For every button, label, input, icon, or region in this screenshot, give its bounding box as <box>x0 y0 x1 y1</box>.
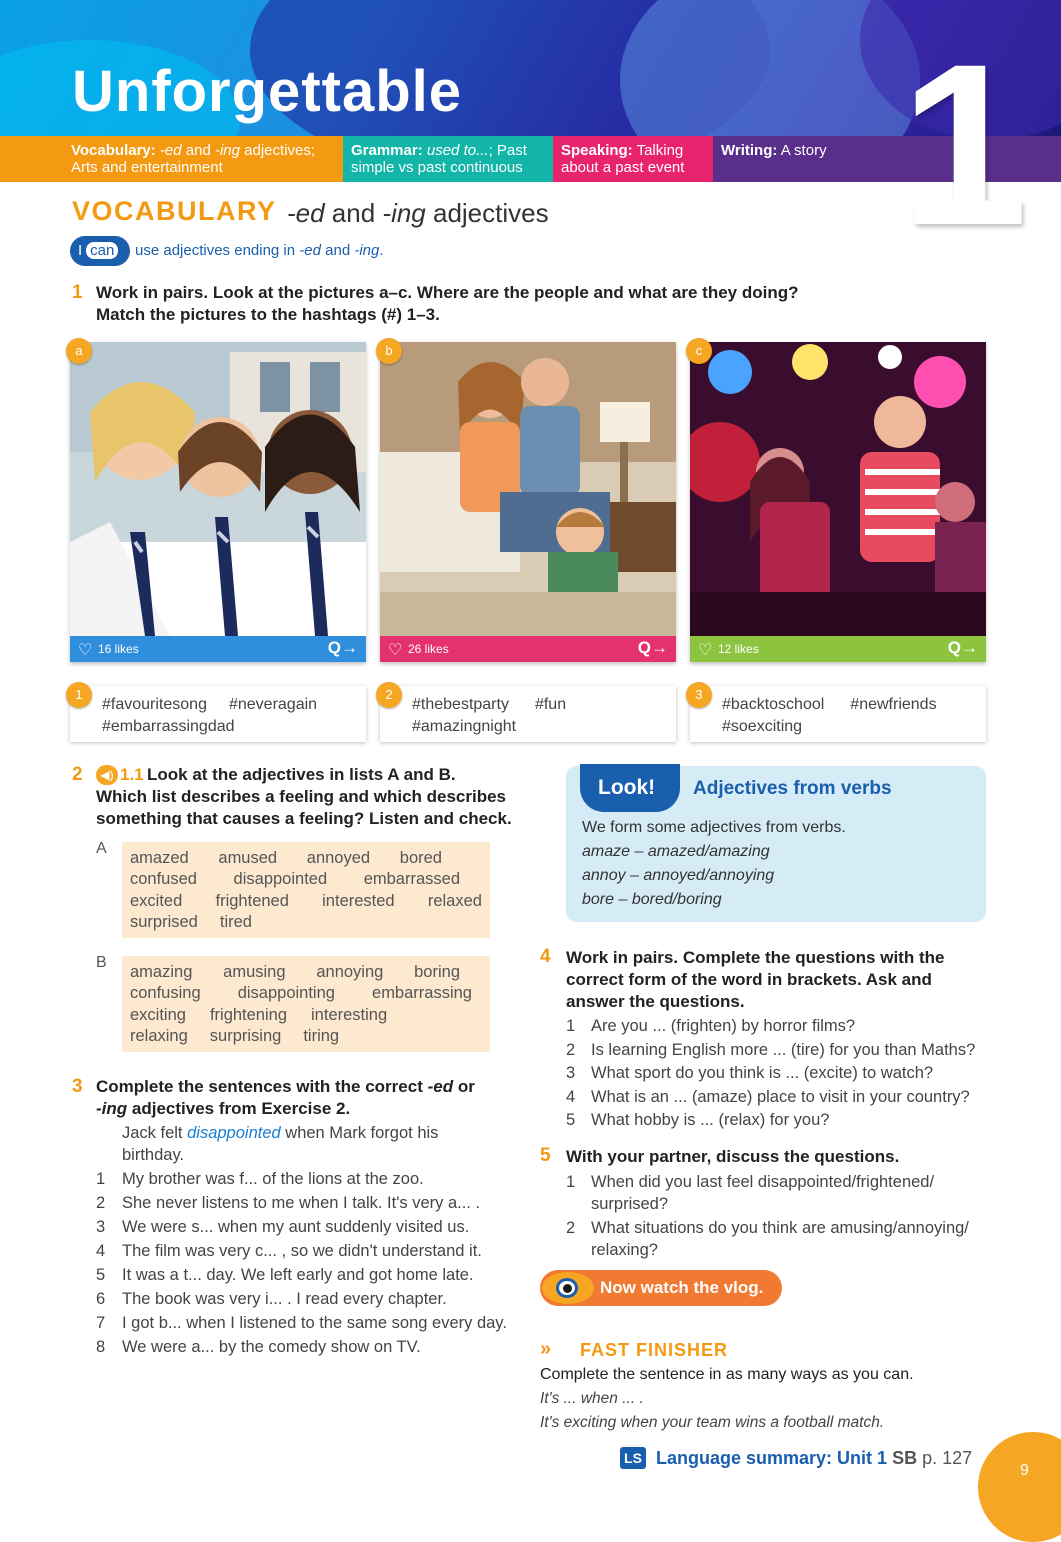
list-b-box: amazing amusing annoying boring confusing disappointing embarrassing exciting frightening interesting relaxing surprising tiring <box>122 956 490 1052</box>
photo-c-badge: c <box>686 338 712 364</box>
look-content: We form some adjectives from verbs. amaze – amazed/amazing annoy – annoyed/annoying bore – bored/boring <box>582 819 846 908</box>
look-title: Adjectives from verbs <box>693 778 892 799</box>
strip-writing: Writing: A story <box>713 136 1061 182</box>
heart-icon[interactable]: ♡ <box>78 642 93 659</box>
heart-icon[interactable]: ♡ <box>698 642 713 659</box>
exercise-5-instruction: With your partner, discuss the questions. <box>566 1147 900 1166</box>
exercise-1-number: 1 <box>72 282 83 303</box>
photo-b-image <box>380 342 676 636</box>
hashtag-badge-1: 1 <box>66 682 92 708</box>
photo-b-badge: b <box>376 338 402 364</box>
strip-vocabulary: Vocabulary: -ed and -ing adjectives; Arts and entertainment <box>0 136 343 182</box>
unit-number: 1 <box>900 16 1028 273</box>
list-item: 2 She never listens to me when I talk. It's very a... . <box>96 1194 481 1212</box>
hashtag-badge-3: 3 <box>686 682 712 708</box>
eye-icon <box>542 1272 594 1304</box>
unit-title: Unforgettable <box>72 59 462 124</box>
search-share-icon[interactable]: Q→ <box>637 638 668 657</box>
list-item: 5 It was a t... day. We left early and got home late. <box>96 1266 474 1284</box>
exercise-4-instruction: Work in pairs. Complete the questions with the correct form of the word in brackets. Ask and answer the questions. <box>566 948 945 1011</box>
list-item: 7 I got b... when I listened to the same song every day. <box>96 1314 507 1332</box>
photo-b-bar: ♡ 26 likes Q→ <box>380 636 676 662</box>
hashtag-box-1: #favouritesong #neveragain #embarrassingdad <box>70 686 366 742</box>
photo-a-image <box>70 342 366 636</box>
exercise-3-example: Jack felt disappointed when Mark forgot his birthday. <box>122 1124 439 1164</box>
exercise-3-number: 3 <box>72 1076 83 1097</box>
search-share-icon[interactable]: Q→ <box>327 638 358 657</box>
section-heading: VOCABULARY <box>72 196 277 226</box>
audio-icon[interactable]: ◀) <box>96 765 118 785</box>
photo-c-image <box>690 342 986 636</box>
exercise-3-instruction: Complete the sentences with the correct -ed or -ing adjectives from Exercise 2. <box>96 1077 475 1118</box>
fast-finisher-title: FAST FINISHER <box>580 1340 729 1360</box>
photo-a-badge: a <box>66 338 92 364</box>
list-a-box: amazed amused annoyed bored confused disappointed embarrassed excited frightened interested relaxed surprised tired <box>122 842 490 938</box>
i-can-badge: I can <box>70 236 130 266</box>
fast-forward-icon: » <box>540 1338 552 1360</box>
photo-c <box>690 342 986 662</box>
list-a-label: A <box>96 840 107 857</box>
list-item: 1 Are you ... (frighten) by horror films? <box>566 1017 856 1035</box>
list-item: 8 We were a... by the comedy show on TV. <box>96 1338 421 1356</box>
hashtag-badge-2: 2 <box>376 682 402 708</box>
list-item: 3 We were s... when my aunt suddenly visited us. <box>96 1218 470 1236</box>
section-subheading: -ed and -ing adjectives <box>287 198 549 228</box>
photo-a-bar: ♡ 16 likes Q→ <box>70 636 366 662</box>
page-number: 9 <box>978 1432 1061 1542</box>
list-item: 4 The film was very c... , so we didn't understand it. <box>96 1242 482 1260</box>
exercise-2-number: 2 <box>72 764 83 785</box>
strip-speaking: Speaking: Talking about a past event <box>553 136 713 182</box>
fast-finisher-pattern: It's ... when ... . <box>540 1390 644 1407</box>
list-item: 1 My brother was f... of the lions at the zoo. <box>96 1170 424 1188</box>
photo-b <box>380 342 676 662</box>
photo-a <box>70 342 366 662</box>
hashtag-box-2: #thebestparty #fun #amazingnight <box>380 686 676 742</box>
exercise-4-questions <box>566 1015 975 1133</box>
fast-finisher-example: It's exciting when your team wins a football match. <box>540 1414 885 1431</box>
exercise-4-number: 4 <box>540 946 551 967</box>
audio-track: 1.1 <box>120 765 144 784</box>
list-item: 5 What hobby is ... (relax) for you? <box>566 1111 830 1129</box>
heart-icon[interactable]: ♡ <box>388 642 403 659</box>
exercise-1-instruction: Work in pairs. Look at the pictures a–c. Where are the people and what are they doing? Match the pictures to the hashtags (#) 1–3. <box>96 283 799 324</box>
exercise-5-questions <box>566 1171 969 1261</box>
exercise-5-number: 5 <box>540 1145 551 1166</box>
photo-c-bar: ♡ 12 likes Q→ <box>690 636 986 662</box>
exercise-2-instruction: Which list describes a feeling and which describes something that causes a feeling? Listen and check. <box>96 787 512 828</box>
fast-finisher-instruction: Complete the sentence in as many ways as you can. <box>540 1366 914 1383</box>
strip-grammar: Grammar: used to...; Past simple vs past continuous <box>343 136 553 182</box>
list-b-label: B <box>96 954 107 971</box>
exercise-2-line1: Look at the adjectives in lists A and B. <box>147 765 456 784</box>
language-summary-link[interactable]: Language summary: Unit 1 SB p. 127 <box>656 1448 973 1468</box>
watch-vlog-button[interactable]: Now watch the vlog. <box>540 1270 782 1306</box>
list-item: 6 The book was very i... . I read every chapter. <box>96 1290 447 1308</box>
list-item: 3 What sport do you think is ... (excite) to watch? <box>566 1064 934 1082</box>
list-item: 2 What situations do you think are amusing/annoying/ relaxing? <box>566 1219 969 1259</box>
exercise-3-sentences <box>96 1167 507 1359</box>
search-share-icon[interactable]: Q→ <box>947 638 978 657</box>
i-can-text: use adjectives ending in -ed and -ing. <box>135 242 384 259</box>
hashtag-box-3: #backtoschool #newfriends #soexciting <box>690 686 986 742</box>
list-item: 4 What is an ... (amaze) place to visit in your country? <box>566 1087 970 1106</box>
language-summary-icon: LS <box>620 1447 646 1469</box>
list-item: 1 When did you last feel disappointed/frightened/ surprised? <box>566 1173 935 1213</box>
look-pill: Look! <box>580 764 680 812</box>
list-item: 2 Is learning English more ... (tire) for you than Maths? <box>566 1040 976 1059</box>
